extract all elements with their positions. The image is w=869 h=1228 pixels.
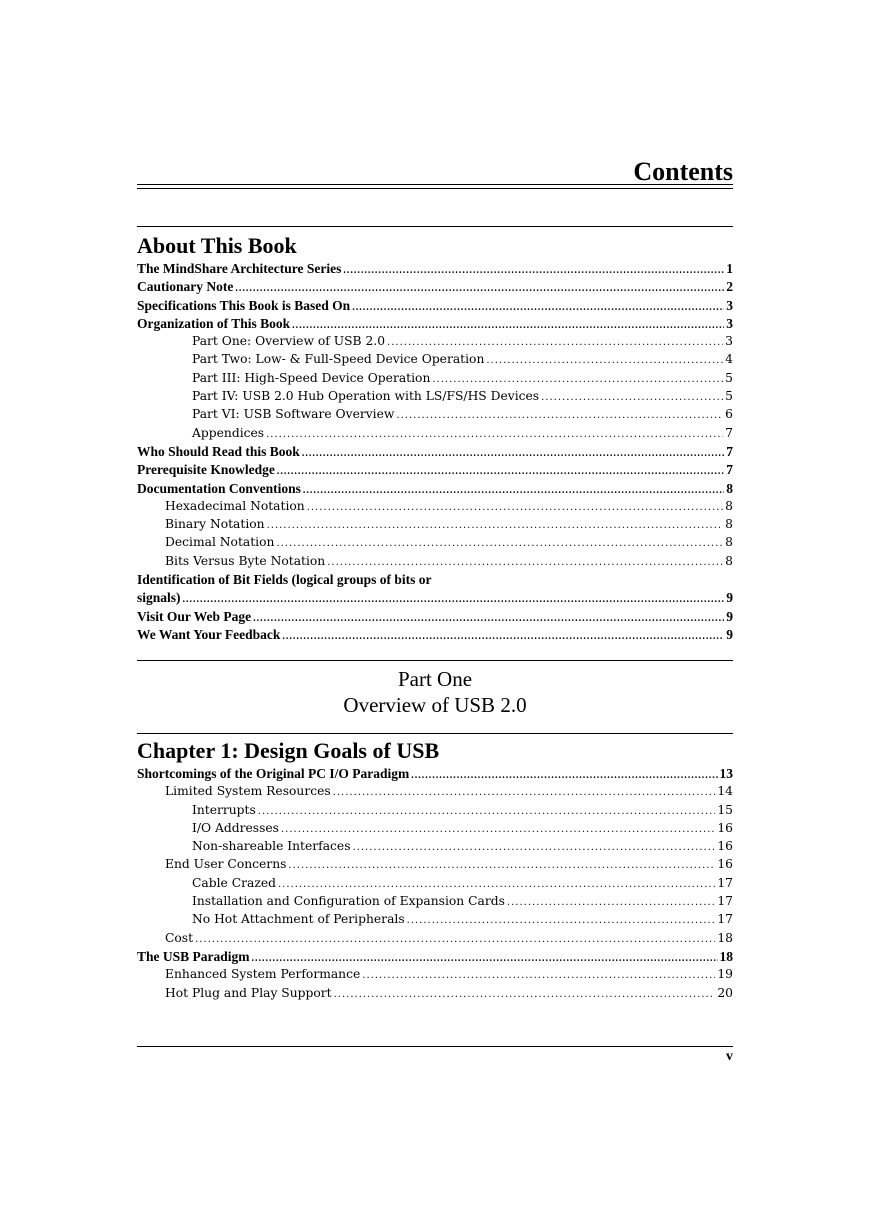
toc-entry-text: Decimal Notation (165, 535, 275, 550)
toc-page (137, 0, 733, 1228)
toc-entry-text: End User Concerns (165, 857, 287, 872)
leader-dots (282, 631, 724, 642)
page-title: Contents (633, 157, 733, 186)
leader-dots (541, 392, 723, 403)
leader-dots (258, 806, 716, 817)
toc-entry-page: 4 (725, 352, 733, 367)
toc-entry-page: 8 (725, 535, 733, 550)
footer-rule (137, 1046, 733, 1047)
section-title-about: About This Book (137, 233, 297, 258)
leader-dots (507, 897, 715, 908)
toc-entry-page: 1 (726, 261, 733, 276)
toc-entry-page: 20 (717, 985, 733, 1000)
toc-entry-page: 16 (717, 820, 733, 835)
toc-entry-page: 8 (726, 480, 733, 496)
toc-entry[interactable] (137, 554, 733, 572)
toc-entry[interactable] (137, 298, 733, 316)
leader-dots (195, 934, 715, 945)
toc-entry[interactable] (137, 535, 733, 553)
toc-entry-text: Limited System Resources (165, 784, 331, 799)
toc-entry-text: No Hot Attachment of Peripherals (192, 912, 405, 927)
toc-entry[interactable] (137, 857, 733, 875)
part-heading (137, 666, 733, 718)
toc-entry[interactable] (137, 967, 733, 985)
toc-entry-page: 3 (726, 297, 733, 313)
leader-dots (362, 970, 715, 981)
section-divider (137, 660, 733, 661)
toc-entry-text: Shortcomings of the Original PC I/O Paradigm (137, 766, 410, 781)
toc-entry-text: Prerequisite Knowledge (137, 462, 275, 478)
toc-entry[interactable] (137, 279, 733, 297)
toc-entry[interactable] (137, 261, 733, 279)
leader-dots (396, 410, 723, 421)
leader-dots (302, 448, 724, 459)
toc-entry[interactable] (137, 334, 733, 352)
leader-dots (235, 283, 724, 294)
toc-entry[interactable] (137, 426, 733, 444)
toc-entry[interactable] (137, 876, 733, 894)
toc-entry-page: 13 (719, 766, 733, 781)
leader-dots (183, 594, 725, 605)
section-title-chapter1: Chapter 1: Design Goals of USB (137, 738, 440, 763)
toc-entry[interactable] (137, 986, 733, 1004)
toc-entry-page: 19 (717, 967, 733, 982)
toc-entry-text: Identification of Bit Fields (logical groups of bits or (137, 572, 432, 588)
toc-entry-page: 16 (717, 857, 733, 872)
leader-dots (334, 989, 716, 1000)
toc-entry[interactable] (137, 572, 733, 590)
leader-dots (277, 466, 724, 477)
toc-entry-page: 15 (717, 802, 733, 817)
leader-dots (333, 787, 716, 798)
toc-entry-page: 7 (726, 443, 733, 459)
leader-dots (253, 613, 724, 624)
toc-entry[interactable] (137, 821, 733, 839)
toc-entry[interactable] (137, 389, 733, 407)
toc-entry-page: 9 (726, 590, 733, 606)
toc-entry[interactable] (137, 499, 733, 517)
part-heading-line1: Part One (397, 667, 473, 691)
toc-entry-text: Cable Crazed (192, 875, 276, 890)
toc-entry-text: Visit Our Web Page (137, 608, 252, 624)
toc-entry[interactable] (137, 517, 733, 535)
toc-entry-page: 9 (726, 608, 733, 624)
toc-entry-text: Specifications This Book is Based On (137, 297, 351, 313)
toc-entry-page: 18 (717, 930, 733, 945)
leader-dots (288, 860, 715, 871)
leader-dots (281, 824, 715, 835)
leader-dots (278, 879, 715, 890)
toc-entry-page: 3 (725, 334, 733, 349)
toc-entry-page: 9 (726, 626, 733, 642)
leader-dots (352, 302, 724, 313)
leader-dots (411, 770, 717, 781)
toc-entry[interactable] (137, 784, 733, 802)
toc-entry-page: 17 (717, 875, 733, 890)
section-divider (137, 226, 733, 227)
leader-dots (486, 355, 723, 366)
leader-dots (387, 337, 723, 348)
leader-dots (407, 915, 716, 926)
leader-dots (266, 429, 723, 440)
toc-entry-text: Non-shareable Interfaces (192, 839, 351, 854)
part-heading-line2: Overview of USB 2.0 (343, 693, 527, 717)
toc-entry[interactable] (137, 894, 733, 912)
toc-entry-text: The MindShare Architecture Series (137, 261, 342, 276)
toc-entry[interactable] (137, 481, 733, 499)
toc-entry-page: 7 (726, 462, 733, 478)
toc-entry-text: Installation and Configuration of Expansion Cards (192, 894, 505, 909)
toc-entry[interactable] (137, 444, 733, 462)
toc-entry-text: Organization of This Book (137, 315, 291, 331)
toc-entry-page: 6 (725, 407, 733, 422)
toc-entry-text: Enhanced System Performance (165, 967, 361, 982)
leader-dots (327, 557, 723, 568)
toc-entry-text: Hot Plug and Play Support (165, 985, 332, 1000)
toc-entry-page: 17 (717, 894, 733, 909)
toc-entry[interactable] (137, 371, 733, 389)
section-divider (137, 733, 733, 734)
toc-entry-text: Interrupts (192, 802, 256, 817)
toc-entry-text: Part VI: USB Software Overview (192, 407, 395, 422)
toc-entry-page: 14 (717, 784, 733, 799)
toc-entry-page: 8 (725, 517, 733, 532)
toc-entry-text: Part IV: USB 2.0 Hub Operation with LS/FS/HS Devices (192, 389, 540, 404)
toc-entry-text: Hexadecimal Notation (165, 498, 305, 513)
leader-dots (432, 374, 723, 385)
title-rule-top (137, 184, 733, 185)
leader-dots (276, 538, 723, 549)
toc-entry-text: Part Two: Low- & Full-Speed Device Operation (192, 352, 485, 367)
toc-entry[interactable] (137, 931, 733, 949)
toc-entry[interactable] (137, 352, 733, 370)
toc-entry[interactable] (137, 462, 733, 480)
toc-entry-text: I/O Addresses (192, 820, 279, 835)
toc-entry[interactable] (137, 766, 733, 784)
leader-dots (353, 842, 716, 853)
toc-entry-page: 3 (726, 315, 733, 331)
leader-dots (252, 953, 718, 964)
toc-entry[interactable] (137, 949, 733, 967)
toc-entry-text: Binary Notation (165, 517, 265, 532)
leader-dots (292, 320, 724, 331)
toc-entry-page: 5 (725, 370, 733, 385)
toc-entry-page: 7 (725, 425, 733, 440)
toc-entry-text: Part One: Overview of USB 2.0 (192, 334, 386, 349)
leader-dots (343, 265, 724, 276)
toc-entry-page: 5 (725, 389, 733, 404)
toc-list-chapter1 (137, 766, 733, 1004)
toc-entry[interactable] (137, 839, 733, 857)
toc-entry[interactable] (137, 912, 733, 930)
toc-entry-text: Part III: High-Speed Device Operation (192, 370, 431, 385)
toc-entry-text: Bits Versus Byte Notation (165, 553, 326, 568)
leader-dots (303, 485, 724, 496)
toc-list-about (137, 261, 733, 645)
toc-entry-page: 18 (719, 948, 733, 964)
toc-entry[interactable] (137, 407, 733, 425)
toc-entry[interactable] (137, 803, 733, 821)
toc-entry-text: We Want Your Feedback (137, 626, 281, 642)
toc-entry-page: 2 (726, 279, 733, 295)
page-number: v (726, 1049, 733, 1064)
title-rule-bottom (137, 188, 733, 189)
toc-entry-text: Who Should Read this Book (137, 443, 300, 459)
toc-entry[interactable] (137, 316, 733, 334)
leader-dots (307, 502, 723, 513)
toc-entry-text: The USB Paradigm (137, 948, 250, 964)
toc-entry-page: 8 (725, 553, 733, 568)
toc-entry[interactable] (137, 590, 733, 608)
toc-entry-text: signals) (137, 590, 181, 606)
toc-entry-page: 16 (717, 839, 733, 854)
toc-entry-text: Appendices (192, 425, 265, 440)
toc-entry-page: 8 (725, 498, 733, 513)
leader-dots (267, 520, 724, 531)
toc-entry[interactable] (137, 609, 733, 627)
toc-entry-text: Cautionary Note (137, 279, 234, 295)
toc-entry-text: Cost (165, 930, 194, 945)
toc-entry-page: 17 (717, 912, 733, 927)
toc-entry[interactable] (137, 627, 733, 645)
toc-entry-text: Documentation Conventions (137, 480, 301, 496)
